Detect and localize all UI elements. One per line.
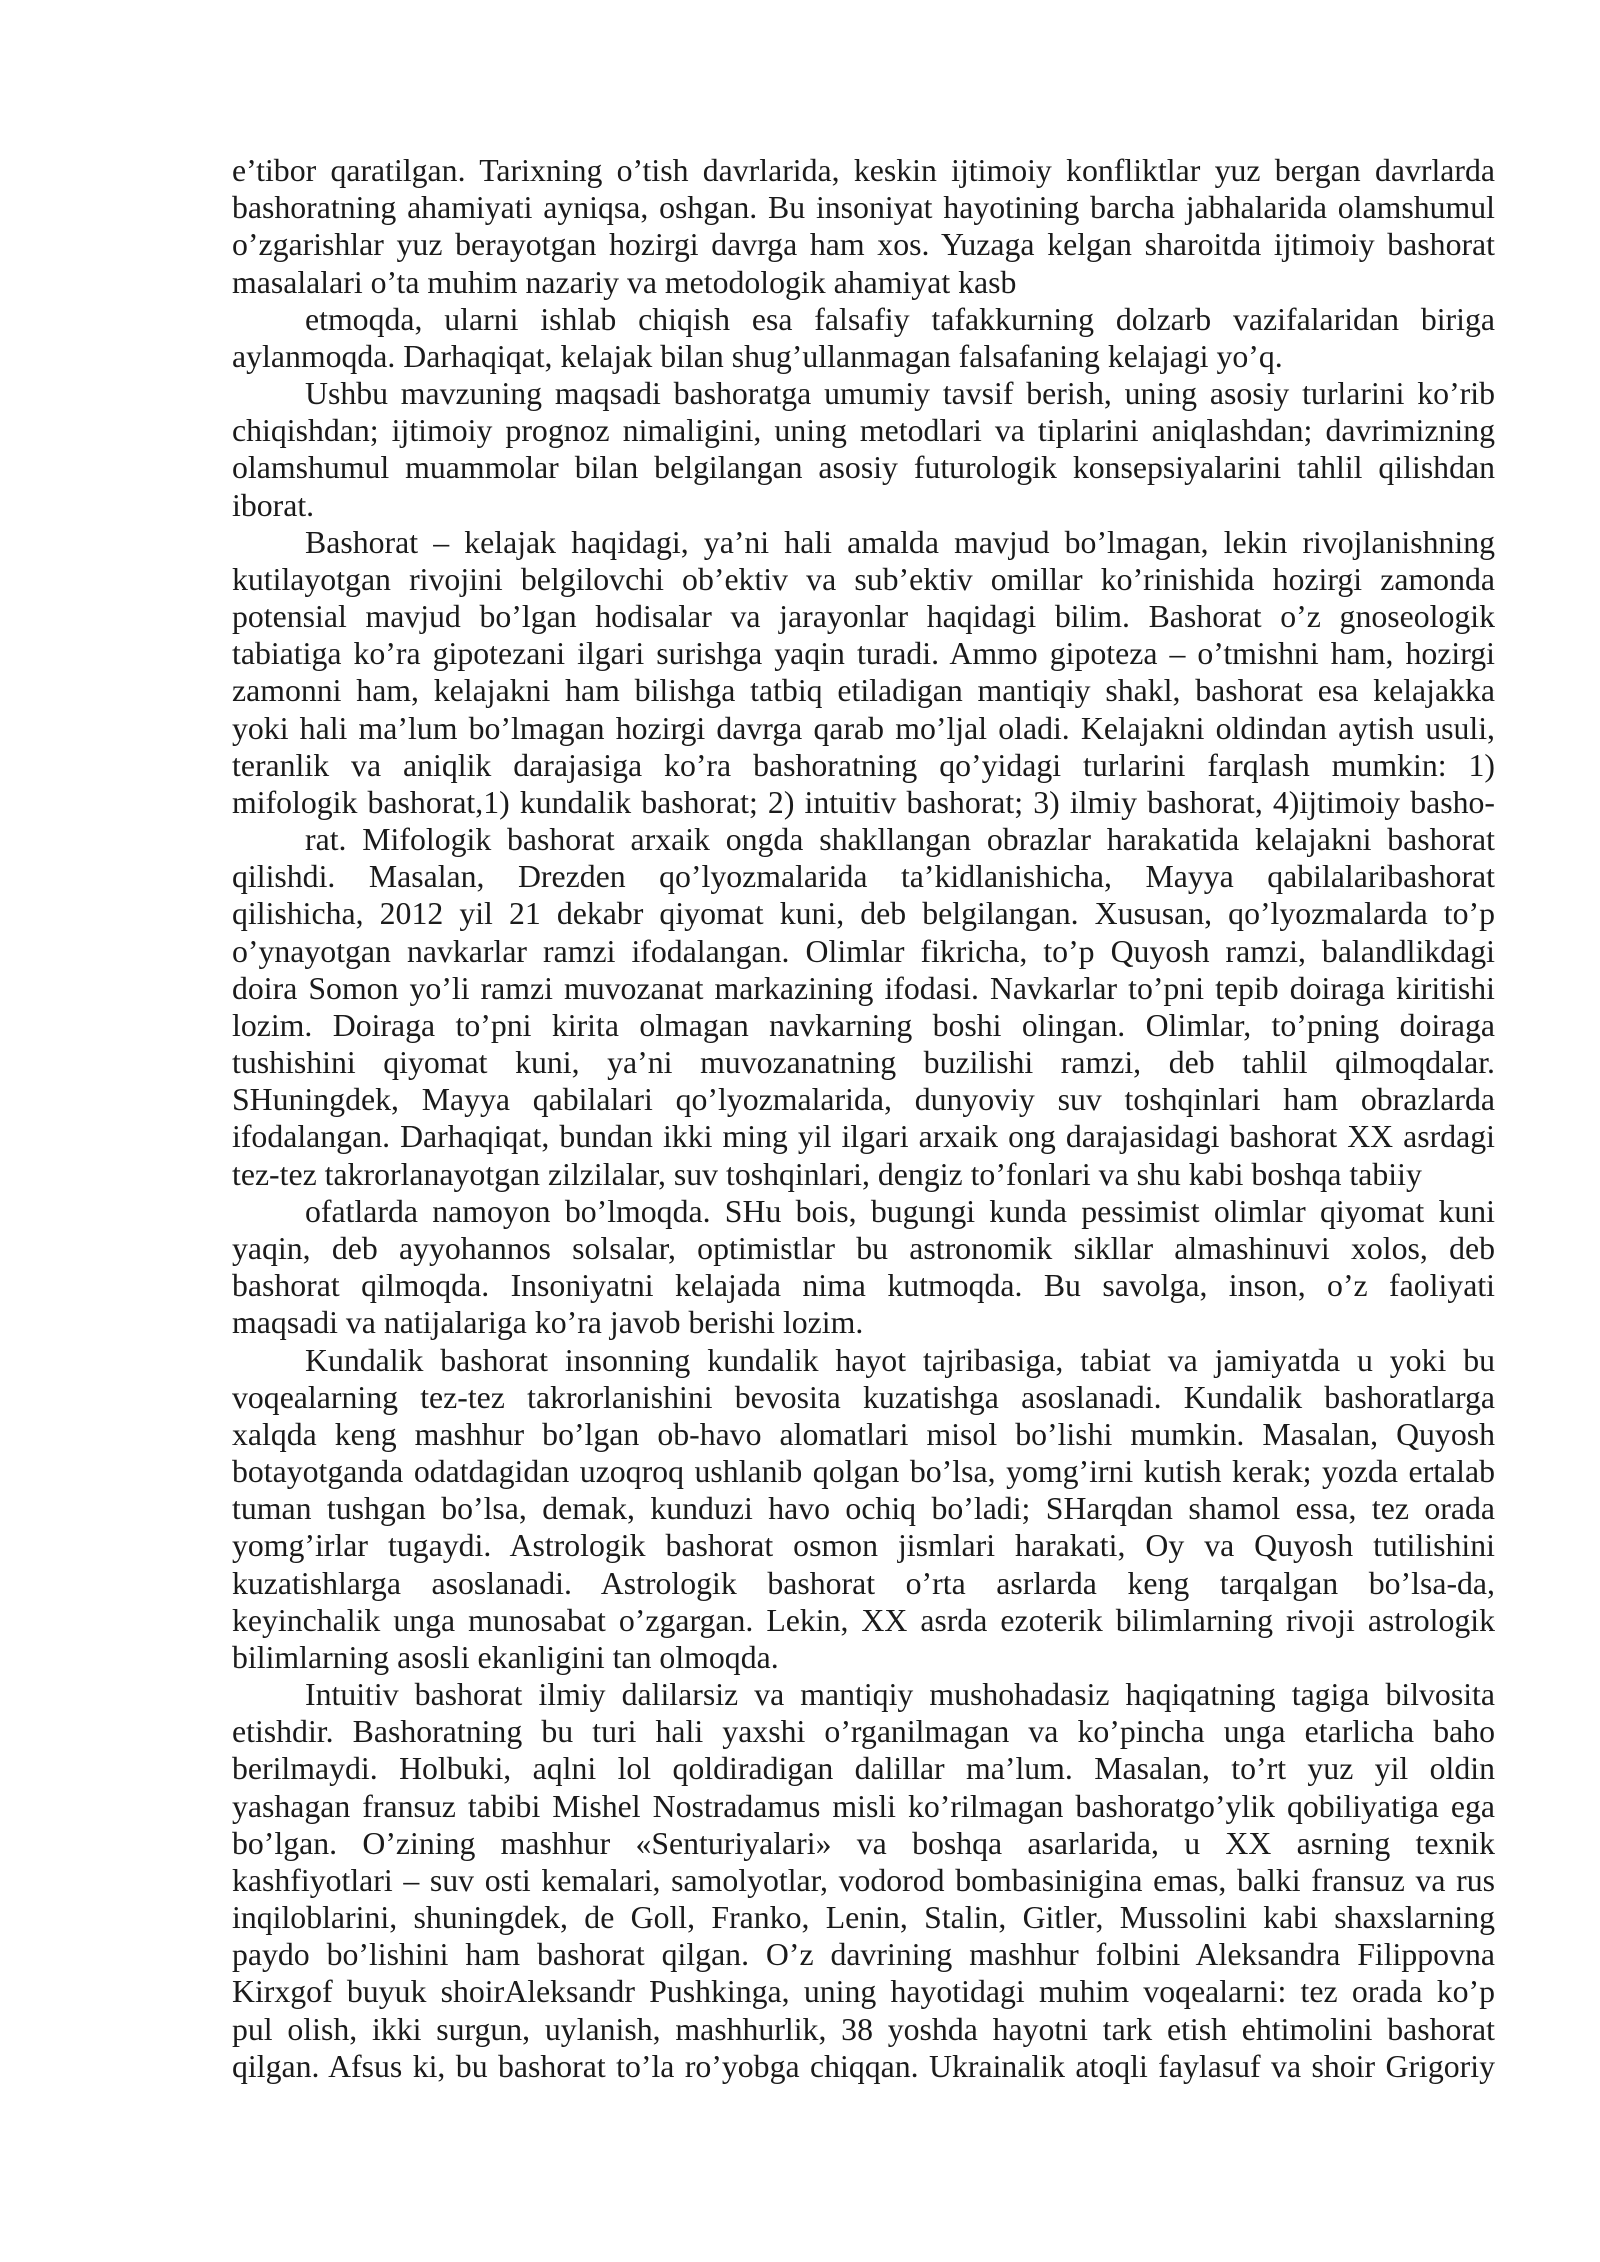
text-line: Ushbu mavzuning maqsadi bashoratga umumiy tavsif berish, uning asosiy turlarini ko’rib [305, 376, 1495, 412]
text-line: qilgan. Afsus ki, bu bashorat to’la ro’yobga chiqqan. Ukrainalik atoqli faylasuf va shoir Grigoriy [232, 2048, 1495, 2084]
text-line: doira Somon yo’li ramzi muvozanat markazining ifodasi. Navkarlar to’pni tepib doiraga kiritishi [232, 970, 1495, 1006]
text-line: tabiatiga ko’ra gipotezani ilgari surishga yaqin turadi. Ammo gipoteza – o’tmishni ham, hozirgi [232, 636, 1495, 672]
text-line: ifodalangan. Darhaqiqat, bundan ikki ming yil ilgari arxaik ong darajasidagi bashorat XX asrdagi [232, 1119, 1495, 1155]
paragraph [232, 375, 1495, 524]
paragraph [232, 821, 1495, 1193]
text-line: paydo bo’lishini ham bashorat qilgan. O’z davrining mashhur folbini Aleksandra Filippovna [232, 1937, 1495, 1973]
text-line: SHuningdek, Mayya qabilalari qo’lyozmalarida, dunyoviy suv toshqinlari ham obrazlarda [232, 1082, 1495, 1118]
text-line: o’zgarishlar yuz berayotgan hozirgi davrga ham xos. Yuzaga kelgan sharoitda ijtimoiy bashorat [232, 227, 1495, 263]
paragraph [232, 152, 1495, 301]
text-line: bo’lgan. O’zining mashhur «Senturiyalari» va boshqa asarlarida, u XX asrning texnik [232, 1825, 1495, 1861]
paragraph [232, 1193, 1495, 1342]
text-line: qilishdi. Masalan, Drezden qo’lyozmalarida ta’kidlanishicha, Mayya qabilalaribashorat [232, 859, 1495, 895]
text-line: tez-tez takrorlanayotgan zilzilalar, suv toshqinlari, dengiz to’fonlari va shu kabi boshqa tabiiy [232, 1156, 1422, 1192]
text-line: pul olish, ikki surgun, uylanish, mashhurlik, 38 yoshda hayotni tark etish ehtimolini bashorat [232, 2011, 1495, 2047]
text-line: zamonni ham, kelajakni ham bilishga tatbiq etiladigan mantiqiy shakl, bashorat esa kelajakka [232, 673, 1495, 709]
text-line: berilmaydi. Holbuki, aqlni lol qoldiradigan dalillar ma’lum. Masalan, to’rt yuz yil oldin [232, 1751, 1495, 1787]
text-line: ofatlarda namoyon bo’lmoqda. SHu bois, bugungi kunda pessimist olimlar qiyomat kuni [305, 1193, 1495, 1229]
text-line: Kirxgof buyuk shoirAleksandr Pushkinga, uning hayotidagi muhim voqealarni: tez orada ko’p [232, 1974, 1495, 2010]
text-line: qilishicha, 2012 yil 21 dekabr qiyomat kuni, deb belgilangan. Xususan, qo’lyozmalarda to’p [232, 896, 1495, 932]
text-line: bilimlarning asosli ekanligini tan olmoqda. [232, 1639, 779, 1675]
paragraph [232, 524, 1495, 821]
text-line: Intuitiv bashorat ilmiy dalilarsiz va mantiqiy mushohadasiz haqiqatning tagiga bilvosita [305, 1677, 1495, 1713]
text-line: masalalari o’ta muhim nazariy va metodologik ahamiyat kasb [232, 264, 1017, 300]
text-line: etishdir. Bashoratning bu turi hali yaxshi o’rganilmagan va ko’pincha unga etarlicha baho [232, 1714, 1495, 1750]
text-line: Bashorat – kelajak haqidagi, ya’ni hali amalda mavjud bo’lmagan, lekin rivojlanishning [305, 524, 1495, 560]
text-line: e’tibor qaratilgan. Tarixning o’tish davrlarida, keskin ijtimoiy konfliktlar yuz bergan davrlarda [232, 153, 1495, 188]
text-line: yoki hali ma’lum bo’lmagan hozirgi davrga qarab mo’ljal oladi. Kelajakni oldindan aytish usuli, [232, 710, 1495, 746]
text-line: voqealarning tez-tez takrorlanishini bevosita kuzatishga asoslanadi. Kundalik bashoratlarga [232, 1379, 1495, 1415]
text-line: teranlik va aniqlik darajasiga ko’ra bashoratning qo’yidagi turlarini farqlash mumkin: 1) [232, 747, 1495, 783]
text-line: yomg’irlar tugaydi. Astrologik bashorat osmon jismlari harakati, Oy va Quyosh tutilishini [232, 1528, 1495, 1564]
text-line: keyinchalik unga munosabat o’zgargan. Lekin, XX asrda ezoterik bilimlarning rivoji astrologik [232, 1602, 1495, 1638]
text-line: kutilayotgan rivojini belgilovchi ob’ektiv va sub’ektiv omillar ko’rinishida hozirgi zamonda [232, 561, 1495, 597]
page-body [232, 152, 1495, 2085]
text-line: xalqda keng mashhur bo’lgan ob-havo alomatlari misol bo’lishi mumkin. Masalan, Quyosh [232, 1416, 1495, 1452]
paragraph [232, 1676, 1495, 2085]
text-line: rat. Mifologik bashorat arxaik ongda shakllangan obrazlar harakatida kelajakni bashorat [305, 822, 1495, 858]
text-line: bashorat qilmoqda. Insoniyatni kelajada nima kutmoqda. Bu savolga, inson, o’z faoliyati [232, 1268, 1495, 1304]
text-line: yashagan fransuz tabibi Mishel Nostradamus misli ko’rilmagan bashoratgo’ylik qobiliyatiga ega [232, 1788, 1495, 1824]
text-line: kashfiyotlari – suv osti kemalari, samolyotlar, vodorod bombasinigina emas, balki fransuz va rus [232, 1862, 1495, 1898]
text-line: tuman tushgan bo’lsa, demak, kunduzi havo ochiq bo’ladi; SHarqdan shamol essa, tez orada [232, 1491, 1495, 1527]
text-line: yaqin, deb ayyohannos solsalar, optimistlar bu astronomik sikllar almashinuvi xolos, deb [232, 1230, 1495, 1266]
paragraph [232, 301, 1495, 375]
text-line: tushishini qiyomat kuni, ya’ni muvozanatning buzilishi ramzi, deb tahlil qilmoqdalar. [232, 1045, 1495, 1081]
text-line: etmoqda, ularni ishlab chiqish esa falsafiy tafakkurning dolzarb vazifalaridan biriga [305, 301, 1495, 337]
text-line: inqiloblarini, shuningdek, de Goll, Franko, Lenin, Stalin, Gitler, Mussolini kabi shaxslarning [232, 1900, 1495, 1936]
text-line: kuzatishlarga asoslanadi. Astrologik bashorat o’rta asrlarda keng tarqalgan bo’lsa-da, [232, 1565, 1495, 1601]
text-line: lozim. Doiraga to’pni kirita olmagan navkarning boshi olingan. Olimlar, to’pning doiraga [232, 1007, 1495, 1043]
text-line: iborat. [232, 487, 315, 523]
text-line: mifologik bashorat,1) kundalik bashorat; 2) intuitiv bashorat; 3) ilmiy bashorat, 4)ijtimoiy basho- [232, 784, 1495, 820]
paragraph [232, 1342, 1495, 1677]
text-line: potensial mavjud bo’lgan hodisalar va jarayonlar haqidagi bilim. Bashorat o’z gnoseologik [232, 599, 1495, 635]
text-line: Kundalik bashorat insonning kundalik hayot tajribasiga, tabiat va jamiyatda u yoki bu [305, 1342, 1495, 1378]
text-line: bashoratning ahamiyati ayniqsa, oshgan. Bu insoniyat hayotining barcha jabhalarida olamshumul [232, 190, 1495, 226]
text-line: botayotganda odatdagidan uzoqroq ushlanib qolgan bo’lsa, yomg’irni kutish kerak; yozda ertalab [232, 1454, 1495, 1490]
text-line: maqsadi va natijalariga ko’ra javob berishi lozim. [232, 1305, 864, 1341]
text-line: chiqishdan; ijtimoiy prognoz nimaligini, uning metodlari va tiplarini aniqlashdan; davrimizning [232, 413, 1495, 449]
text-line: o’ynayotgan navkarlar ramzi ifodalangan. Olimlar fikricha, to’p Quyosh ramzi, balandlikdagi [232, 933, 1495, 969]
text-line: aylanmoqda. Darhaqiqat, kelajak bilan shug’ullanmagan falsafaning kelajagi yo’q. [232, 338, 1283, 374]
text-line: olamshumul muammolar bilan belgilangan asosiy futurologik konsepsiyalarini tahlil qilishdan [232, 450, 1495, 486]
